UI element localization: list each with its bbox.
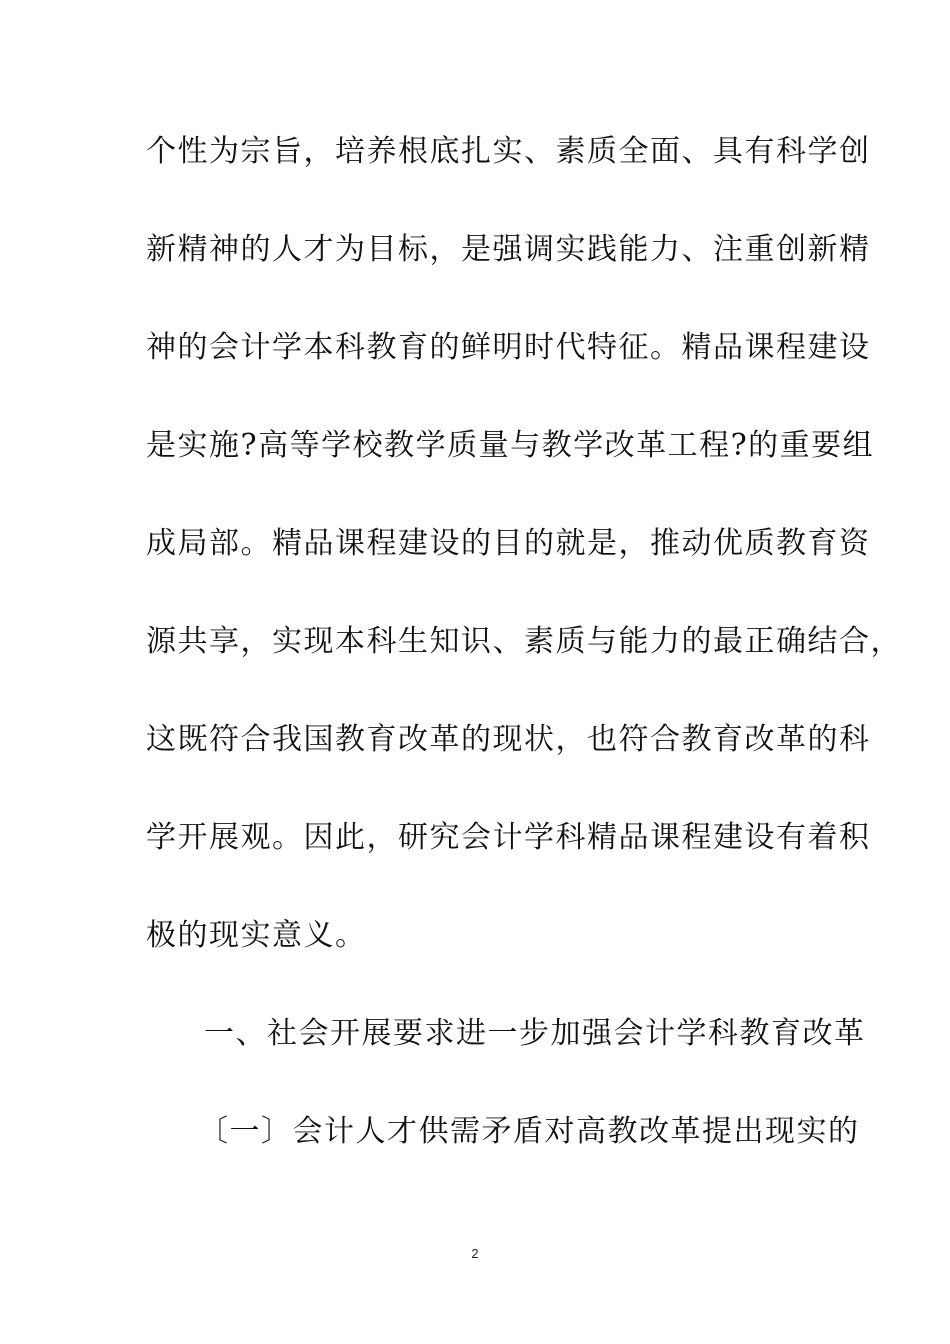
paragraph-line-7: 这既符合我国教育改革的现状，也符合教育改革的科 bbox=[146, 722, 871, 757]
paragraph-line-8: 学开展观。因此，研究会计学科精品课程建设有着积 bbox=[146, 820, 871, 855]
paragraph-line-2: 新精神的人才为目标，是强调实践能力、注重创新精 bbox=[146, 232, 871, 267]
paragraph-line-3: 神的会计学本科教育的鲜明时代特征。精品课程建设 bbox=[146, 330, 871, 365]
section-heading: 一、社会开展要求进一步加强会计学科教育改革 bbox=[204, 1016, 866, 1051]
subsection-heading: 〔一〕会计人才供需矛盾对高教改革提出现实的 bbox=[198, 1114, 860, 1149]
page-number: 2 bbox=[471, 1246, 479, 1261]
paragraph-line-9: 极的现实意义。 bbox=[146, 918, 367, 953]
paragraph-line-6: 源共享，实现本科生知识、素质与能力的最正确结合， bbox=[146, 624, 902, 659]
paragraph-line-1: 个性为宗旨，培养根底扎实、素质全面、具有科学创 bbox=[146, 134, 871, 169]
paragraph-line-5: 成局部。精品课程建设的目的就是，推动优质教育资 bbox=[146, 526, 871, 561]
body-text bbox=[146, 128, 902, 1206]
paragraph-line-4: 是实施?高等学校教学质量与教学改革工程?的重要组 bbox=[146, 428, 875, 463]
